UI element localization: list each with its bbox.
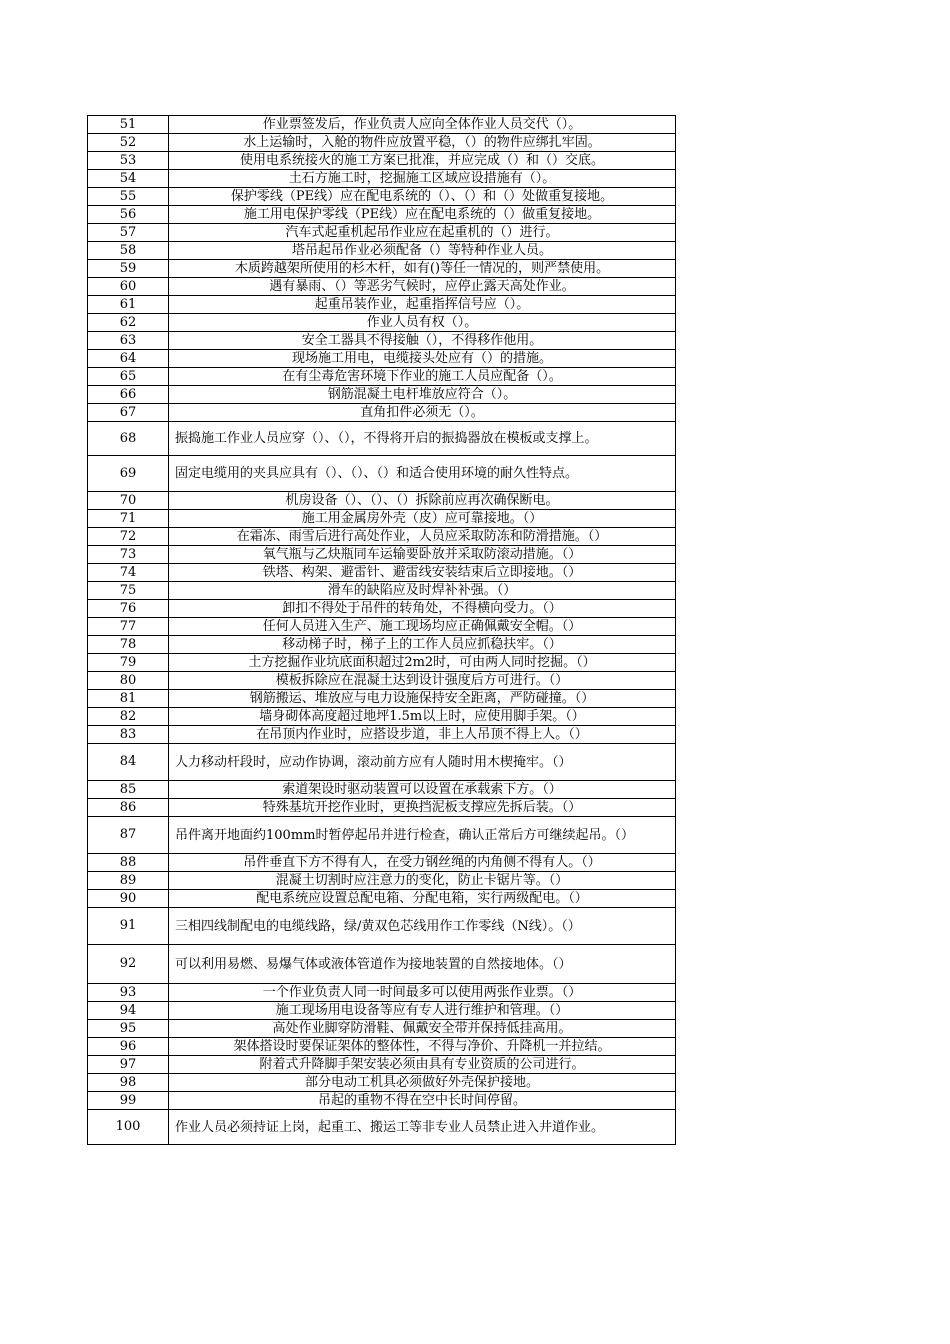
table-row xyxy=(88,690,676,708)
table-row xyxy=(88,368,676,386)
table-row xyxy=(88,817,676,854)
question-text: 施工用金属房外壳（皮）应可靠接地。（） xyxy=(169,510,676,528)
row-number: 78 xyxy=(88,636,169,654)
table-row xyxy=(88,781,676,799)
question-table-body xyxy=(88,116,676,1145)
row-number: 94 xyxy=(88,1002,169,1020)
question-text: 土石方施工时，挖掘施工区域应设措施有（）。 xyxy=(169,170,676,188)
table-row xyxy=(88,170,676,188)
question-text: 钢筋混凝土电杆堆放应符合（）。 xyxy=(169,386,676,404)
table-row xyxy=(88,1092,676,1110)
question-text: 配电系统应设置总配电箱、分配电箱，实行两级配电。（） xyxy=(169,890,676,908)
question-text: 特殊基坑开挖作业时，更换挡泥板支撑应先拆后装。（） xyxy=(169,799,676,817)
question-text: 混凝土切割时应注意力的变化，防止卡锯片等。（） xyxy=(169,872,676,890)
question-text: 保护零线（PE线）应在配电系统的（）、（）和（）处做重复接地。 xyxy=(169,188,676,206)
row-number: 64 xyxy=(88,350,169,368)
row-number: 57 xyxy=(88,224,169,242)
question-text: 土方挖掘作业坑底面积超过2m2时，可由两人同时挖掘。（） xyxy=(169,654,676,672)
question-text: 作业票签发后，作业负责人应向全体作业人员交代（）。 xyxy=(169,116,676,134)
table-row xyxy=(88,799,676,817)
row-number: 67 xyxy=(88,404,169,422)
row-number: 76 xyxy=(88,600,169,618)
table-row xyxy=(88,1110,676,1145)
question-text: 卸扣不得处于吊件的转角处，不得横向受力。（） xyxy=(169,600,676,618)
row-number: 66 xyxy=(88,386,169,404)
row-number: 88 xyxy=(88,854,169,872)
table-row xyxy=(88,422,676,456)
row-number: 82 xyxy=(88,708,169,726)
row-number: 70 xyxy=(88,492,169,510)
row-number: 100 xyxy=(88,1110,169,1145)
table-row xyxy=(88,854,676,872)
row-number: 79 xyxy=(88,654,169,672)
question-table xyxy=(87,115,676,1145)
question-text: 作业人员必须持证上岗，起重工、搬运工等非专业人员禁止进入井道作业。 xyxy=(169,1110,676,1145)
question-text: 墙身砌体高度超过地坪1.5m以上时，应使用脚手架。（） xyxy=(169,708,676,726)
question-text: 任何人员进入生产、施工现场均应正确佩戴安全帽。（） xyxy=(169,618,676,636)
table-row xyxy=(88,134,676,152)
question-text: 吊起的重物不得在空中长时间停留。 xyxy=(169,1092,676,1110)
table-row xyxy=(88,116,676,134)
question-text: 振捣施工作业人员应穿（）、（），不得将开启的振捣器放在模板或支撑上。 xyxy=(169,422,676,456)
question-text: 安全工器具不得接触（），不得移作他用。 xyxy=(169,332,676,350)
row-number: 72 xyxy=(88,528,169,546)
question-text: 木质跨越架所使用的杉木杆，如有()等任一情况的，则严禁使用。 xyxy=(169,260,676,278)
table-row xyxy=(88,1002,676,1020)
row-number: 71 xyxy=(88,510,169,528)
table-row xyxy=(88,224,676,242)
row-number: 99 xyxy=(88,1092,169,1110)
row-number: 73 xyxy=(88,546,169,564)
row-number: 85 xyxy=(88,781,169,799)
row-number: 68 xyxy=(88,422,169,456)
row-number: 60 xyxy=(88,278,169,296)
table-row xyxy=(88,188,676,206)
question-text: 滑车的缺陷应及时焊补补强。（） xyxy=(169,582,676,600)
question-text: 铁塔、构架、避雷针、避雷线安装结束后立即接地。（） xyxy=(169,564,676,582)
question-text: 可以利用易燃、易爆气体或液体管道作为接地装置的自然接地体。（） xyxy=(169,945,676,984)
question-text: 水上运输时，入舱的物件应放置平稳，（）的物件应绑扎牢固。 xyxy=(169,134,676,152)
table-row xyxy=(88,152,676,170)
table-row xyxy=(88,404,676,422)
question-text: 部分电动工机具必须做好外壳保护接地。 xyxy=(169,1074,676,1092)
row-number: 55 xyxy=(88,188,169,206)
question-text: 高处作业脚穿防滑鞋、佩戴安全带并保持低挂高用。 xyxy=(169,1020,676,1038)
row-number: 90 xyxy=(88,890,169,908)
table-row xyxy=(88,1038,676,1056)
row-number: 62 xyxy=(88,314,169,332)
row-number: 89 xyxy=(88,872,169,890)
question-text: 钢筋搬运、堆放应与电力设施保持安全距离，严防碰撞。（） xyxy=(169,690,676,708)
table-row xyxy=(88,908,676,945)
table-row xyxy=(88,206,676,224)
table-row xyxy=(88,564,676,582)
table-row xyxy=(88,672,676,690)
question-text: 架体搭设时要保证架体的整体性，不得与净价、升降机一并拉结。 xyxy=(169,1038,676,1056)
question-text: 吊件离开地面约100mm时暂停起吊并进行检查，确认正常后方可继续起吊。（） xyxy=(169,817,676,854)
question-text: 机房设备（）、（）、（）拆除前应再次确保断电。 xyxy=(169,492,676,510)
table-row xyxy=(88,600,676,618)
question-text: 在吊顶内作业时，应搭设步道，非上人吊顶不得上人。（） xyxy=(169,726,676,744)
question-text: 直角扣件必须无（）。 xyxy=(169,404,676,422)
row-number: 93 xyxy=(88,984,169,1002)
table-row xyxy=(88,1056,676,1074)
question-text: 在霜冻、雨雪后进行高处作业，人员应采取防冻和防滑措施。（） xyxy=(169,528,676,546)
table-row xyxy=(88,582,676,600)
table-row xyxy=(88,744,676,781)
row-number: 69 xyxy=(88,456,169,492)
question-text: 施工用电保护零线（PE线）应在配电系统的（）做重复接地。 xyxy=(169,206,676,224)
question-text: 附着式升降脚手架安装必须由具有专业资质的公司进行。 xyxy=(169,1056,676,1074)
table-row xyxy=(88,1020,676,1038)
question-text: 三相四线制配电的电缆线路，绿/黄双色芯线用作工作零线（N线）。（） xyxy=(169,908,676,945)
table-row xyxy=(88,456,676,492)
row-number: 91 xyxy=(88,908,169,945)
row-number: 96 xyxy=(88,1038,169,1056)
question-text: 人力移动杆段时，应动作协调，滚动前方应有人随时用木楔掩牢。（） xyxy=(169,744,676,781)
row-number: 63 xyxy=(88,332,169,350)
table-row xyxy=(88,386,676,404)
question-text: 吊件垂直下方不得有人，在受力钢丝绳的内角侧不得有人。（） xyxy=(169,854,676,872)
table-row xyxy=(88,546,676,564)
question-text: 固定电缆用的夹具应具有（）、（）、（）和适合使用环境的耐久性特点。 xyxy=(169,456,676,492)
table-row xyxy=(88,510,676,528)
row-number: 80 xyxy=(88,672,169,690)
row-number: 83 xyxy=(88,726,169,744)
row-number: 53 xyxy=(88,152,169,170)
question-text: 现场施工用电，电缆接头处应有（）的措施。 xyxy=(169,350,676,368)
table-row xyxy=(88,872,676,890)
table-row xyxy=(88,332,676,350)
question-text: 氧气瓶与乙炔瓶同车运输要卧放并采取防滚动措施。（） xyxy=(169,546,676,564)
table-row xyxy=(88,260,676,278)
row-number: 86 xyxy=(88,799,169,817)
table-row xyxy=(88,350,676,368)
row-number: 58 xyxy=(88,242,169,260)
question-text: 施工现场用电设备等应有专人进行维护和管理。（） xyxy=(169,1002,676,1020)
row-number: 77 xyxy=(88,618,169,636)
question-text: 作业人员有权（）。 xyxy=(169,314,676,332)
question-text: 起重吊装作业，起重指挥信号应（）。 xyxy=(169,296,676,314)
row-number: 84 xyxy=(88,744,169,781)
row-number: 97 xyxy=(88,1056,169,1074)
row-number: 65 xyxy=(88,368,169,386)
question-text: 移动梯子时，梯子上的工作人员应抓稳扶牢。（） xyxy=(169,636,676,654)
table-row xyxy=(88,708,676,726)
table-row xyxy=(88,890,676,908)
row-number: 98 xyxy=(88,1074,169,1092)
table-row xyxy=(88,726,676,744)
row-number: 56 xyxy=(88,206,169,224)
table-row xyxy=(88,945,676,984)
row-number: 61 xyxy=(88,296,169,314)
question-text: 索道架设时驱动装置可以设置在承载索下方。（） xyxy=(169,781,676,799)
question-text: 使用电系统接火的施工方案已批准，并应完成（）和（）交底。 xyxy=(169,152,676,170)
table-row xyxy=(88,654,676,672)
question-text: 遇有暴雨、（）等恶劣气候时，应停止露天高处作业。 xyxy=(169,278,676,296)
table-row xyxy=(88,1074,676,1092)
row-number: 87 xyxy=(88,817,169,854)
row-number: 51 xyxy=(88,116,169,134)
row-number: 59 xyxy=(88,260,169,278)
row-number: 81 xyxy=(88,690,169,708)
row-number: 74 xyxy=(88,564,169,582)
question-text: 模板拆除应在混凝土达到设计强度后方可进行。（） xyxy=(169,672,676,690)
table-row xyxy=(88,528,676,546)
question-text: 汽车式起重机起吊作业应在起重机的（）进行。 xyxy=(169,224,676,242)
question-text: 在有尘毒危害环境下作业的施工人员应配备（）。 xyxy=(169,368,676,386)
row-number: 75 xyxy=(88,582,169,600)
table-row xyxy=(88,984,676,1002)
row-number: 95 xyxy=(88,1020,169,1038)
table-row xyxy=(88,296,676,314)
table-row xyxy=(88,242,676,260)
table-row xyxy=(88,314,676,332)
table-row xyxy=(88,618,676,636)
question-text: 一个作业负责人同一时间最多可以使用两张作业票。（） xyxy=(169,984,676,1002)
table-row xyxy=(88,636,676,654)
table-row xyxy=(88,278,676,296)
question-text: 塔吊起吊作业必须配备（）等特种作业人员。 xyxy=(169,242,676,260)
row-number: 54 xyxy=(88,170,169,188)
row-number: 92 xyxy=(88,945,169,984)
row-number: 52 xyxy=(88,134,169,152)
table-row xyxy=(88,492,676,510)
